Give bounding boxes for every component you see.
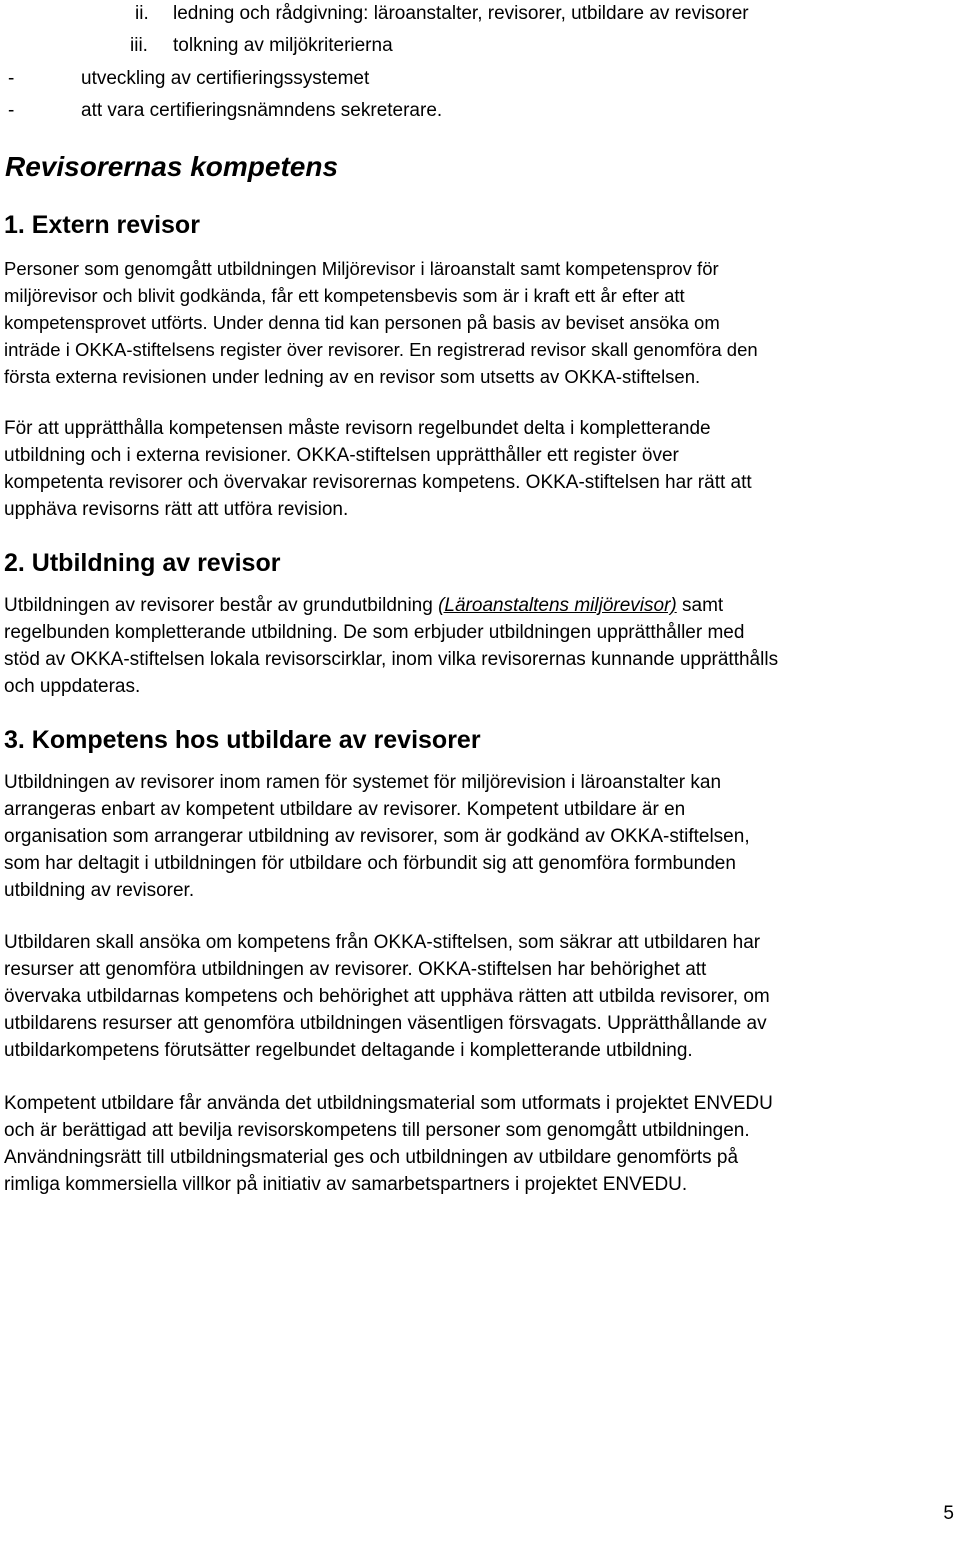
text-line: utbildning och i externa revisioner. OKKA-stiftelsen upprätthåller ett register över [4, 445, 679, 466]
text-run: samt [676, 595, 724, 616]
list-marker: iii. [130, 35, 148, 56]
text-line: utbildning av revisorer. [4, 880, 195, 901]
list-item: ledning och rådgivning: läroanstalter, revisorer, utbildare av revisorer [173, 3, 749, 24]
list-item: att vara certifieringsnämndens sekreterare. [81, 100, 443, 121]
main-heading: Revisorernas kompetens [5, 151, 339, 182]
list-marker: - [8, 100, 15, 121]
text-line: Utbildningen av revisorer inom ramen för systemet för miljörevision i läroanstalter kan [4, 772, 722, 793]
text-line: utbildarens resurser att genomföra utbildningen väsentligen försvagats. Upprätthållande av [4, 1013, 767, 1034]
section-heading: 2. Utbildning av revisor [4, 549, 281, 577]
text-line: stöd av OKKA-stiftelsen lokala revisorscirklar, inom vilka revisorernas kunnande upprätthålls [4, 649, 779, 670]
list-item: tolkning av miljökriterierna [173, 35, 393, 56]
text-line: inträde i OKKA-stiftelsens register över revisorer. En registrerad revisor skall genomföra den [4, 339, 758, 360]
text-line: upphäva revisorns rätt att utföra revision. [4, 499, 349, 520]
text-line: Användningsrätt till utbildningsmaterial ges och utbildningen av utbildare genomförts på [4, 1147, 739, 1168]
text-line: kompetensprovet utförts. Under denna tid kan personen på basis av beviset ansöka om [4, 312, 720, 333]
text-line: och uppdateras. [4, 676, 141, 697]
text-line: övervaka utbildarnas kompetens och behörighet att upphäva rätten att utbilda revisorer, om [4, 986, 770, 1007]
text-run: Utbildningen av revisorer består av grundutbildning [4, 595, 439, 616]
list-marker: - [8, 68, 15, 89]
text-line: Personer som genomgått utbildningen Miljörevisor i läroanstalt samt kompetensprov för [4, 258, 719, 279]
text-line: kompetenta revisorer och övervakar revisorernas kompetens. OKKA-stiftelsen har rätt att [4, 472, 752, 493]
text-line: För att upprätthålla kompetensen måste revisorn regelbundet delta i kompletterande [4, 418, 711, 439]
list-item: utveckling av certifieringssystemet [81, 68, 370, 89]
section-heading: 1. Extern revisor [4, 211, 200, 239]
text-line [4, 593, 723, 619]
text-line: miljörevisor och blivit godkända, får ett kompetensbevis som är i kraft ett år efter att [4, 285, 685, 306]
text-line: utbildarkompetens förutsätter regelbundet deltagande i kompletterande utbildning. [4, 1040, 693, 1061]
text-line: regelbunden kompletterande utbildning. De som erbjuder utbildningen upprätthåller med [4, 622, 745, 643]
text-line: första externa revisionen under ledning av en revisor som utsetts av OKKA-stiftelsen. [4, 366, 701, 387]
text-line: organisation som arrangerar utbildning av revisorer, som är godkänd av OKKA-stiftelsen, [4, 826, 750, 847]
list-marker: ii. [135, 3, 149, 24]
section-heading: 3. Kompetens hos utbildare av revisorer [4, 726, 481, 754]
text-line: rimliga kommersiella villkor på initiativ av samarbetspartners i projektet ENVEDU. [4, 1174, 688, 1195]
text-line: som har deltagit i utbildningen för utbildare och förbundit sig att genomföra formbunden [4, 853, 736, 874]
page-number: 5 [943, 1503, 954, 1524]
text-line: och är berättigad att bevilja revisorskompetens till personer som genomgått utbildningen. [4, 1120, 750, 1141]
text-line: Kompetent utbildare får använda det utbildningsmaterial som utformats i projektet ENVEDU [4, 1093, 773, 1114]
emphasized-title: (Läroanstaltens miljörevisor) [438, 595, 677, 616]
text-line: resurser att genomföra utbildningen av revisorer. OKKA-stiftelsen har behörighet att [4, 959, 707, 980]
text-line: Utbildaren skall ansöka om kompetens från OKKA-stiftelsen, som säkrar att utbildaren har [4, 932, 761, 953]
text-line: arrangeras enbart av kompetent utbildare av revisorer. Kompetent utbildare är en [4, 799, 686, 820]
